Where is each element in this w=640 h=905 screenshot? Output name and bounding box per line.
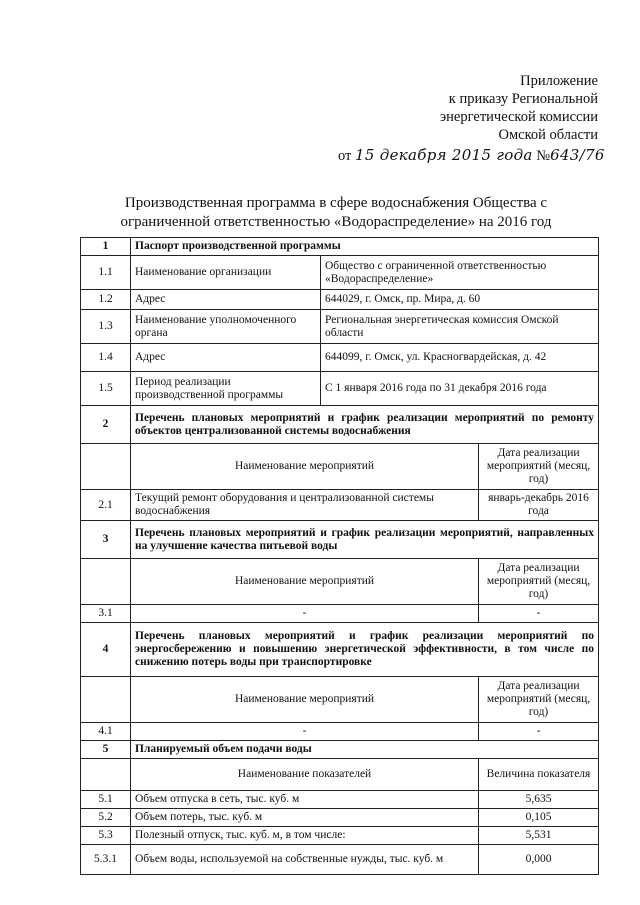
section-1-header: [81, 238, 599, 256]
empty-cell: [81, 559, 131, 605]
section-title: Паспорт производственной программы: [131, 238, 599, 256]
program-table: [80, 237, 599, 875]
section-title: Перечень плановых мероприятий и график реализации мероприятий по ремонту объектов централизованной системы водоснабжения: [131, 406, 599, 444]
row-value: 0,000: [479, 845, 599, 875]
annex-line-commission: энергетической комиссии: [439, 109, 598, 125]
column-header: Наименование мероприятий: [131, 444, 479, 490]
table-header-row: [81, 444, 599, 490]
order-from-label: от: [338, 148, 352, 164]
annex-line-order: к приказу Региональной: [448, 91, 598, 107]
column-header: Наименование мероприятий: [131, 559, 479, 605]
row-number: 5.2: [81, 809, 131, 827]
table-header-row: [81, 677, 599, 723]
row-number: 1.3: [81, 310, 131, 344]
row-number: 1.4: [81, 344, 131, 372]
column-header: Наименование мероприятий: [131, 677, 479, 723]
row-number: 5.3.1: [81, 845, 131, 875]
row-name: Объем отпуска в сеть, тыс. куб. м: [131, 791, 479, 809]
row-number: 5.1: [81, 791, 131, 809]
column-header: Дата реализации мероприятий (месяц, год): [479, 559, 599, 605]
row-name: Текущий ремонт оборудования и централизованной системы водоснабжения: [131, 490, 479, 521]
table-row: [81, 827, 599, 845]
row-label: Наименование организации: [131, 256, 321, 290]
section-title: Перечень плановых мероприятий и график реализации мероприятий по энергосбережению и повышению энергетической эффективности, в том числе по снижению потерь воды при транспортировке: [131, 623, 599, 677]
table-row: [81, 605, 599, 623]
row-number: 4.1: [81, 723, 131, 741]
order-number-handwritten: 643/76: [550, 146, 605, 164]
column-header: Дата реализации мероприятий (месяц, год): [479, 444, 599, 490]
section-number: 1: [81, 238, 131, 256]
row-number: 5.3: [81, 827, 131, 845]
section-3-header: [81, 521, 599, 559]
table-row: [81, 344, 599, 372]
table-header-row: [81, 559, 599, 605]
row-value: Общество с ограниченной ответственностью «Водораспределение»: [321, 256, 599, 290]
annex-title: Приложение: [520, 73, 598, 89]
section-title: Перечень плановых мероприятий и график реализации мероприятий, направленных на улучшение качества питьевой воды: [131, 521, 599, 559]
row-date: -: [479, 723, 599, 741]
order-date-handwritten: 15 декабря 2015 года: [355, 146, 533, 164]
order-date-line: [338, 146, 605, 165]
row-name: Объем потерь, тыс. куб. м: [131, 809, 479, 827]
section-2-header: [81, 406, 599, 444]
row-label: Наименование уполномоченного органа: [131, 310, 321, 344]
table-row: [81, 809, 599, 827]
row-value: С 1 января 2016 года по 31 декабря 2016 года: [321, 372, 599, 406]
row-name: -: [131, 605, 479, 623]
column-header: Дата реализации мероприятий (месяц, год): [479, 677, 599, 723]
section-title: Планируемый объем подачи воды: [131, 741, 599, 759]
annex-header: [338, 72, 605, 165]
table-header-row: [81, 759, 599, 791]
document-title: [60, 194, 612, 232]
row-date: -: [479, 605, 599, 623]
column-header: Величина показателя: [479, 759, 599, 791]
row-label: Период реализации производственной программы: [131, 372, 321, 406]
row-value: Региональная энергетическая комиссия Омской области: [321, 310, 599, 344]
row-name: Объем воды, используемой на собственные нужды, тыс. куб. м: [131, 845, 479, 875]
row-number: 1.5: [81, 372, 131, 406]
empty-cell: [81, 677, 131, 723]
row-number: 2.1: [81, 490, 131, 521]
document-title-line-1: Производственная программа в сфере водоснабжения Общества с: [124, 195, 548, 211]
table-row: [81, 845, 599, 875]
row-number: 3.1: [81, 605, 131, 623]
row-value: 5,635: [479, 791, 599, 809]
row-value: 5,531: [479, 827, 599, 845]
row-value: 644099, г. Омск, ул. Красногвардейская, д. 42: [321, 344, 599, 372]
table-row: [81, 310, 599, 344]
empty-cell: [81, 444, 131, 490]
row-date: январь-декабрь 2016 года: [479, 490, 599, 521]
section-number: 5: [81, 741, 131, 759]
row-number: 1.1: [81, 256, 131, 290]
row-name: Полезный отпуск, тыс. куб. м, в том числе:: [131, 827, 479, 845]
row-value: 0,105: [479, 809, 599, 827]
section-5-header: [81, 741, 599, 759]
order-number-sign: №: [536, 148, 551, 164]
table-row: [81, 490, 599, 521]
annex-line-region: Омской области: [498, 127, 598, 143]
section-number: 3: [81, 521, 131, 559]
table-row: [81, 723, 599, 741]
row-name: -: [131, 723, 479, 741]
document-title-line-2: ограниченной ответственностью «Водораспределение» на 2016 год: [120, 214, 552, 230]
row-label: Адрес: [131, 344, 321, 372]
section-number: 4: [81, 623, 131, 677]
row-label: Адрес: [131, 290, 321, 310]
section-number: 2: [81, 406, 131, 444]
table-row: [81, 791, 599, 809]
row-number: 1.2: [81, 290, 131, 310]
table-row: [81, 290, 599, 310]
row-value: 644029, г. Омск, пр. Мира, д. 60: [321, 290, 599, 310]
table-row: [81, 256, 599, 290]
table-row: [81, 372, 599, 406]
column-header: Наименование показателей: [131, 759, 479, 791]
section-4-header: [81, 623, 599, 677]
empty-cell: [81, 759, 131, 791]
